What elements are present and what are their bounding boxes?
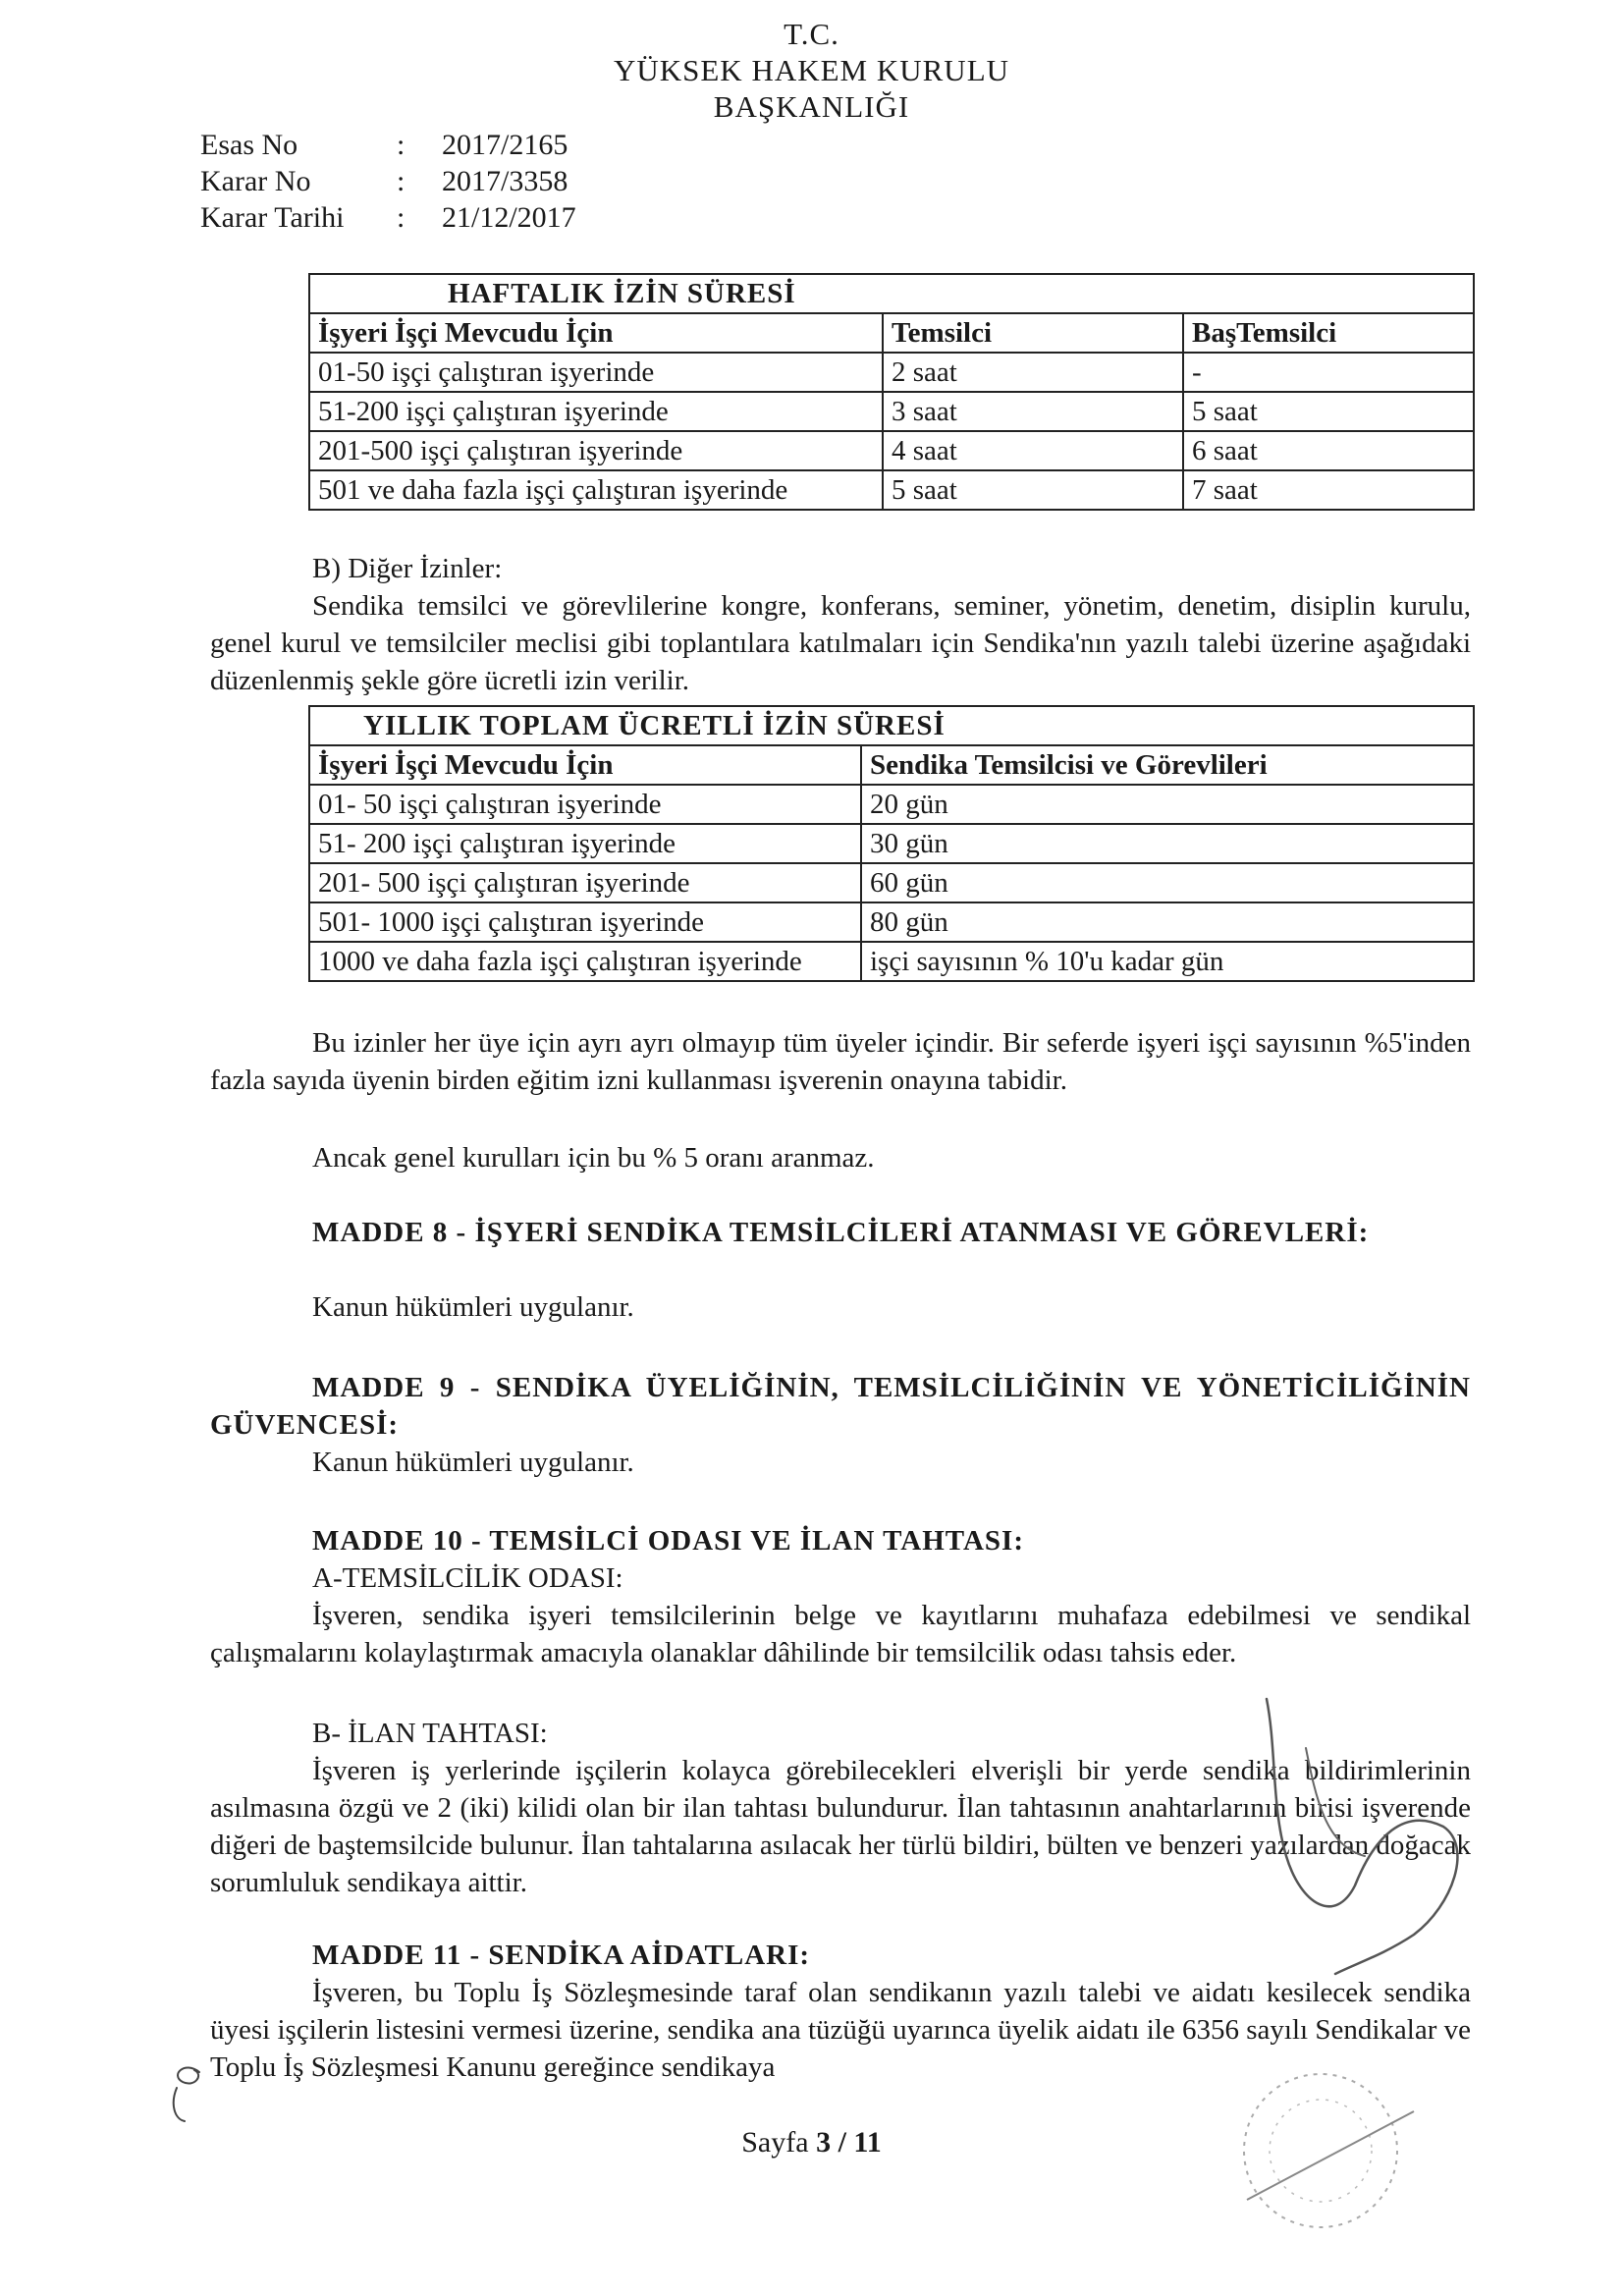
madde10-a-heading: A-TEMSİLCİLİK ODASI: [312,1562,623,1594]
table-cell: 01-50 işçi çalıştıran işyerinde [309,353,883,392]
general-assembly-note: Ancak genel kurulları için bu % 5 oranı aranmaz. [312,1142,875,1174]
meta-key: Esas No [200,129,298,161]
meta-value: 2017/3358 [442,165,568,197]
table-cell: 6 saat [1183,431,1474,470]
madde10-a-text: İşveren, sendika işyeri temsilcilerinin belge ve kayıtlarını muhafaza edebilmesi ve sendikal çalışmalarını kolaylaştırmak amacıyla olanaklar dâhilinde bir temsilcilik odası tahsis eder. [210,1600,1471,1668]
table-header: Temsilci [883,313,1183,353]
table-row [309,785,1474,824]
header-tc: T.C. [784,17,839,51]
table-cell: 01- 50 işçi çalıştıran işyerinde [309,785,861,824]
table-cell: 20 gün [861,785,1474,824]
weekly-leave-table [308,273,1475,511]
table-row [309,353,1474,392]
madde9-title: MADDE 9 - SENDİKA ÜYELİĞİNİN, TEMSİLCİLİĞİNİN VE YÖNETİCİLİĞİNİN GÜVENCESİ: [210,1372,1471,1441]
table-header: BaşTemsilci [1183,313,1474,353]
header-presidency: BAŞKANLIĞI [713,89,910,124]
table-title: YILLIK TOPLAM ÜCRETLİ İZİN SÜRESİ [309,706,1474,745]
meta-value: 2017/2165 [442,129,568,161]
table-header: İşyeri İşçi Mevcudu İçin [309,313,883,353]
leave-note-paragraph: Bu izinler her üye için ayrı ayrı olmayıp tüm üyeler içindir. Bir seferde işyeri işçi sayısının %5'inden fazla sayıda üyenin birden eğitim izni kullanması işverenin onayına tabidir. [210,1027,1471,1096]
table-cell: 4 saat [883,431,1183,470]
table-row [309,942,1474,981]
table-cell: işçi sayısının % 10'u kadar gün [861,942,1474,981]
madde10-b-text: İşveren iş yerlerinde işçilerin kolayca görebilecekleri elverişli bir yerde sendika bildirimlerinin asılmasına özgü ve 2 (iki) kilidi olan bir ilan tahtası bulundurur. İlan tahtasının anahtarlarının birisi işverende diğeri de baştemsilcide bulunur. İlan tahtalarına asılacak her türlü bildiri, bülten ve benzeri yazılardan doğacak sorumluluk sendikaya aittir. [210,1755,1471,1898]
madde10-title: MADDE 10 - TEMSİLCİ ODASI VE İLAN TAHTASI: [312,1525,1024,1557]
table-cell: 7 saat [1183,470,1474,510]
annual-leave-table [308,705,1475,982]
madde9-text: Kanun hükümleri uygulanır. [312,1447,634,1478]
meta-karar-tarihi: Karar Tarihi : 21/12/2017 [200,201,576,234]
meta-key: Karar No [200,165,311,197]
meta-value: 21/12/2017 [442,201,576,234]
section-b-heading: B) Diğer İzinler: [312,553,503,584]
table-cell: 60 gün [861,863,1474,902]
table-cell: 201- 500 işçi çalıştıran işyerinde [309,863,861,902]
meta-esas-no: Esas No : 2017/2165 [200,129,568,161]
table-header: Sendika Temsilcisi ve Görevlileri [861,745,1474,785]
madde8-title: MADDE 8 - İŞYERİ SENDİKA TEMSİLCİLERİ ATANMASI VE GÖREVLERİ: [312,1217,1370,1248]
page-label: Sayfa [741,2126,809,2159]
table-cell: 80 gün [861,902,1474,942]
table-cell: 201-500 işçi çalıştıran işyerinde [309,431,883,470]
table-header: İşyeri İşçi Mevcudu İçin [309,745,861,785]
table-cell: 51- 200 işçi çalıştıran işyerinde [309,824,861,863]
table-cell: 501- 1000 işçi çalıştıran işyerinde [309,902,861,942]
section-b-text: Sendika temsilci ve görevlilerine kongre, konferans, seminer, yönetim, denetim, disiplin kurulu, genel kurul ve temsilciler meclisi gibi toplantılara katılmaları için Sendika'nın yazılı talebi üzerine aşağıdaki düzenlenmiş şekle göre ücretli izin verilir. [210,590,1471,696]
madde8-text: Kanun hükümleri uygulanır. [312,1291,634,1323]
page-number: 3 / 11 [816,2126,882,2159]
table-row [309,824,1474,863]
table-row [309,863,1474,902]
table-cell: 30 gün [861,824,1474,863]
madde11-text: İşveren, bu Toplu İş Sözleşmesinde taraf olan sendikanın yazılı talebi ve aidatı kesilecek sendika üyesi işçilerin listesini vermesi üzerine, sendika ana tüzüğü uyarınca üyelik aidatı ile 6356 sayılı Sendikalar ve Toplu İş Sözleşmesi Kanunu gereğince sendikaya [210,1977,1471,2083]
stamp-icon [1208,2052,1434,2249]
initial-mark-icon [165,2060,214,2129]
table-row [309,470,1474,510]
table-row [309,902,1474,942]
table-row [309,431,1474,470]
table-cell: - [1183,353,1474,392]
signature-icon [1247,1689,1483,1984]
table-title: HAFTALIK İZİN SÜRESİ [309,274,1474,313]
table-row [309,392,1474,431]
madde10-b-heading: B- İLAN TAHTASI: [312,1718,548,1749]
madde11-title: MADDE 11 - SENDİKA AİDATLARI: [312,1940,811,1971]
header-institution: YÜKSEK HAKEM KURULU [613,53,1010,87]
table-cell: 1000 ve daha fazla işçi çalıştıran işyerinde [309,942,861,981]
table-cell: 2 saat [883,353,1183,392]
table-cell: 5 saat [1183,392,1474,431]
table-cell: 3 saat [883,392,1183,431]
table-cell: 51-200 işçi çalıştıran işyerinde [309,392,883,431]
table-cell: 5 saat [883,470,1183,510]
meta-key: Karar Tarihi [200,201,345,234]
meta-karar-no: Karar No : 2017/3358 [200,165,568,197]
table-cell: 501 ve daha fazla işçi çalıştıran işyerinde [309,470,883,510]
